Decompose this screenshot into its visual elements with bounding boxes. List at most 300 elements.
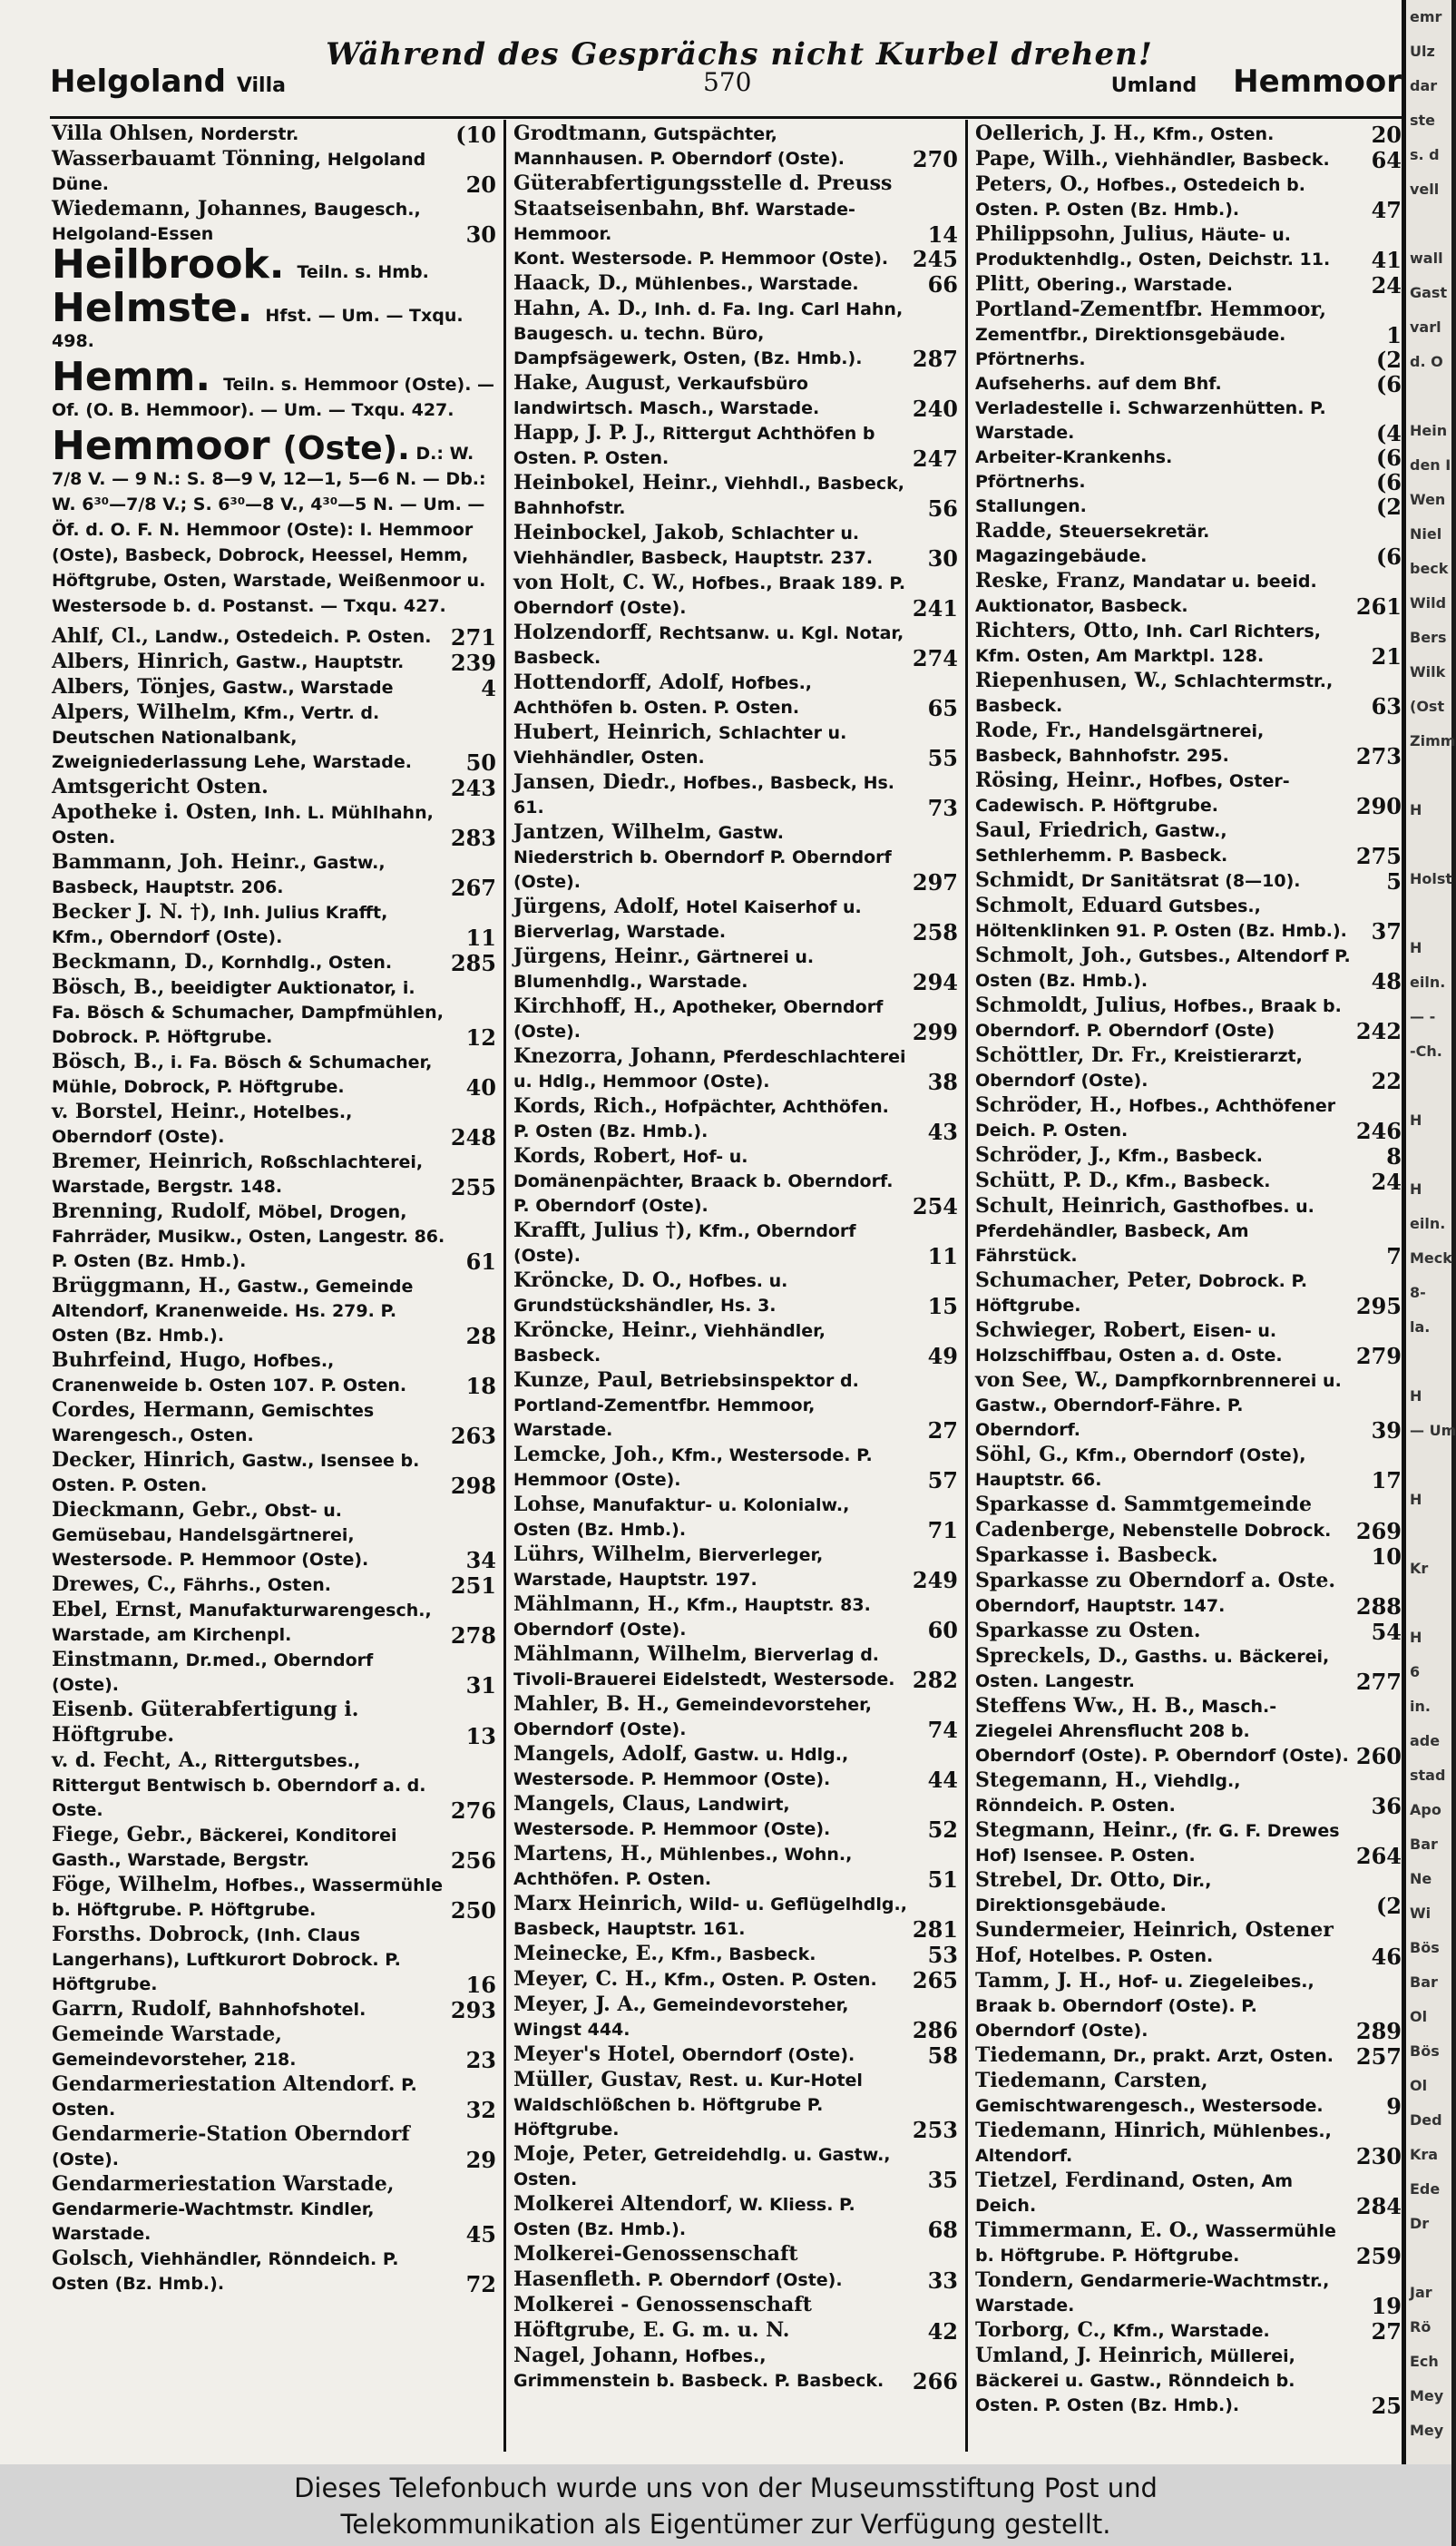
entry-phone-number: 21	[1371, 643, 1402, 670]
adjacent-page-fragment: Ech	[1410, 2353, 1439, 2370]
adjacent-page-fragment: Ded	[1410, 2111, 1442, 2129]
entry-name: v. d. Fecht, A.,	[52, 1748, 209, 1772]
entry-details: Hofbes., Basbeck, Hs. 61.	[513, 773, 895, 818]
adjacent-page-fragment: Wild	[1410, 594, 1447, 612]
entry-details: Gasthofbes. u. Pferdehändler, Basbeck, Am Fährstück.	[975, 1197, 1314, 1266]
entry-phone-number: 275	[1355, 843, 1402, 869]
entry-details: Steuersekretär. Magazingebäude.	[975, 522, 1210, 566]
listing-entry	[975, 372, 1402, 397]
entry-phone-number: 279	[1355, 1343, 1402, 1369]
entry-name: Holzendorff,	[513, 621, 653, 644]
entry-phone-number: 259	[1355, 2243, 1402, 2269]
entry-name: Heinbockel, Jakob,	[513, 521, 726, 544]
entry-phone-number: 57	[927, 1467, 958, 1493]
entry-details: Apotheker, Oberndorf (Oste).	[513, 997, 884, 1042]
adjacent-page-fragment	[1406, 2241, 1451, 2276]
entry-name: Philippsohn, Julius,	[975, 222, 1195, 246]
adjacent-page-fragment: Ne	[1410, 1870, 1432, 1887]
entry-name: Radde,	[975, 519, 1053, 543]
entry-name: Dieckmann, Gebr.,	[52, 1498, 259, 1522]
entry-phone-number: 20	[465, 171, 496, 198]
entry-name: Wiedemann, Johannes,	[52, 197, 308, 220]
entry-details: Arbeiter-Krankenhs.	[975, 447, 1173, 467]
entry-phone-number: 294	[912, 969, 958, 995]
entry-name: Sparkasse zu Osten.	[975, 1619, 1201, 1642]
entry-name: Martens, H.,	[513, 1842, 654, 1865]
entry-details: Obering., Warstade.	[1036, 275, 1233, 295]
entry-details: Dr.med., Oberndorf (Oste).	[52, 1650, 374, 1695]
entry-phone-number: 63	[1371, 693, 1402, 720]
adjacent-page-fragment: den I	[1410, 456, 1451, 474]
place-name: Hemm.	[52, 354, 211, 400]
header-right	[1111, 64, 1402, 100]
entry-phone-number: 7	[1386, 1243, 1402, 1269]
entry-details: Oberndorf (Oste).	[681, 2045, 855, 2065]
entry-name: Tiedemann,	[975, 2043, 1108, 2067]
listing-entry	[975, 1694, 1402, 1768]
entry-name: Marx Heinrich,	[513, 1892, 684, 1915]
entry-phone-number: 230	[1355, 2143, 1402, 2169]
adjacent-page-fragment: beck	[1410, 560, 1449, 577]
adjacent-page-fragment: Zimm	[1410, 732, 1456, 749]
entry-name: Hubert, Heinrich,	[513, 720, 713, 744]
entry-phone-number: 239	[450, 650, 496, 676]
entry-phone-number: 33	[927, 2267, 958, 2294]
entry-phone-number: 55	[927, 745, 958, 771]
entry-details: Hotelbes., Oberndorf (Oste).	[52, 1102, 353, 1147]
entry-phone-number: 243	[450, 775, 496, 801]
listing-entry	[52, 2072, 496, 2122]
entry-name: Tamm, J. H.,	[975, 1969, 1112, 1993]
entry-phone-number: (4	[1375, 420, 1402, 446]
entry-name: Oellerich, J. H.,	[975, 122, 1147, 145]
entry-phone-number: 248	[450, 1124, 496, 1151]
entry-details: Kfm., Vertr. d. Deutschen Nationalbank, Zweigniederlassung Lehe, Warstade.	[52, 703, 412, 772]
listing-entry	[513, 820, 958, 895]
adjacent-page-fragment: ste	[1410, 112, 1436, 129]
entry-phone-number: 72	[465, 2271, 496, 2297]
entry-phone-number: (2	[1375, 1893, 1402, 1919]
entry-name: Tondern,	[975, 2268, 1075, 2292]
entry-details: Kfm., Oberndorf (Oste).	[513, 1221, 856, 1266]
entry-details: Möbel, Drogen, Fahrräder, Musikw., Osten, Langestr. 86. P. Osten (Bz. Hmb.).	[52, 1202, 445, 1271]
entry-details: Gastw. Niederstrich b. Oberndorf P. Oberndorf (Oste).	[513, 823, 892, 892]
adjacent-page-edge	[1402, 0, 1456, 2464]
adjacent-page-fragment: ade	[1410, 1732, 1441, 1749]
entry-phone-number: 38	[927, 1069, 958, 1095]
entry-name: Rode, Fr.,	[975, 719, 1082, 742]
entry-name: Ebel, Ernst,	[52, 1598, 183, 1621]
listing-entry	[513, 1792, 958, 1842]
entry-phone-number: 66	[927, 271, 958, 298]
entry-details: Verladestelle i. Schwarzenhütten. P. Warstade.	[975, 398, 1326, 443]
adjacent-page-fragment	[1406, 207, 1451, 241]
place-name: Heilbrook.	[52, 241, 285, 288]
listing-entry	[975, 172, 1402, 222]
listing-entry	[975, 894, 1402, 944]
adjacent-page-fragment: Kr	[1410, 1560, 1429, 1577]
listing-entry	[52, 2122, 496, 2172]
listing-entry	[975, 519, 1402, 569]
entry-details: Pferdeschlachterei u. Hdlg., Hemmoor (Oste).	[513, 1047, 906, 1092]
entry-details: Hofbes., Wassermühle b. Höftgrube. P. Höftgrube.	[52, 1875, 444, 1920]
entry-details: Masch.-Ziegelei Ahrensflucht 208 b. Oberndorf (Oste). P. Oberndorf (Oste).	[975, 1697, 1349, 1766]
entry-details: Schlachtermstr., Basbeck.	[975, 671, 1334, 716]
listing-entry	[975, 1493, 1402, 1543]
entry-name: Forsths. Dobrock,	[52, 1923, 250, 1946]
entry-details: Viehhdl., Basbeck, Bahnhofstr.	[513, 474, 904, 518]
header-right-small: Umland	[1110, 74, 1197, 97]
entry-details: Handelsgärtnerei, Basbeck, Bahnhofstr. 295.	[975, 721, 1265, 766]
entry-phone-number: 274	[912, 645, 958, 671]
listing-entry	[975, 1818, 1402, 1868]
adjacent-page-fragment: H	[1410, 939, 1422, 956]
listing-entry	[513, 1542, 958, 1592]
listing-entry	[975, 1093, 1402, 1143]
header-right-word: Hemmoor	[1233, 64, 1402, 100]
adjacent-page-fragment: -Ch.	[1410, 1043, 1442, 1060]
entry-details: Bierverleger, Warstade, Hauptstr. 197.	[513, 1545, 824, 1590]
entry-details: Hofbes. u. Grundstückshändler, Hs. 3.	[513, 1271, 788, 1316]
listing-entry	[975, 1318, 1402, 1368]
entry-phone-number: 46	[1371, 1944, 1402, 1970]
entry-phone-number: 53	[927, 1942, 958, 1968]
adjacent-page-fragment: H	[1410, 1491, 1422, 1508]
entry-name: Kröncke, D. O.,	[513, 1268, 683, 1292]
entry-details: Dr Sanitätsrat (8—10).	[1080, 871, 1301, 891]
entry-phone-number: 241	[912, 595, 958, 622]
entry-details: Gärtnerei u. Blumenhdlg., Warstade.	[513, 947, 815, 992]
entry-phone-number: 18	[465, 1373, 496, 1399]
entry-details: Gastw., Isensee b. Osten. P. Osten.	[52, 1451, 420, 1495]
entry-phone-number: 40	[465, 1074, 496, 1101]
entry-phone-number: 17	[1371, 1467, 1402, 1493]
listing-entry	[513, 122, 958, 171]
entry-phone-number: 35	[927, 2167, 958, 2193]
entry-phone-number: 65	[927, 695, 958, 721]
adjacent-page-fragment: Jar	[1410, 2284, 1432, 2301]
column-divider	[503, 120, 506, 2452]
entry-name: Schöttler, Dr. Fr.,	[975, 1043, 1168, 1067]
entry-name: Fiege, Gebr.,	[52, 1823, 193, 1846]
entry-name: Becker J. N. †),	[52, 900, 218, 924]
entry-name: Bösch, B.,	[52, 1050, 165, 1073]
entry-name: Rösing, Heinr.,	[975, 769, 1143, 792]
entry-phone-number: 25	[1371, 2393, 1402, 2419]
adjacent-page-fragment: emr	[1410, 8, 1442, 25]
entry-details: Rittergutsbes., Rittergut Bentwisch b. Oberndorf a. d. Oste.	[52, 1751, 426, 1820]
entry-name: Cordes, Hermann,	[52, 1398, 256, 1422]
entry-name: Tietzel, Ferdinand,	[975, 2169, 1187, 2192]
entry-name: Bammann, Joh. Heinr.,	[52, 850, 308, 874]
adjacent-page-fragment: Wi	[1410, 1905, 1432, 1922]
entry-details: Gemeindevorsteher, Oberndorf (Oste).	[513, 1695, 872, 1739]
entry-name: Moje, Peter,	[513, 2142, 649, 2166]
entry-name: Molkerei Altendorf,	[513, 2192, 734, 2216]
listing-entry	[975, 1443, 1402, 1493]
entry-details: Kfm., Basbeck.	[670, 1944, 816, 1964]
entry-name: Meinecke, E.,	[513, 1942, 665, 1965]
listing-entry	[975, 470, 1402, 495]
adjacent-page-fragment: Niel	[1410, 525, 1442, 543]
listing-entry	[513, 1044, 958, 1094]
listing-entry	[513, 1742, 958, 1792]
entry-name: Albers, Tönjes,	[52, 675, 217, 699]
entry-name: Föge, Wilhelm,	[52, 1873, 220, 1896]
adjacent-page-fragment: Mey	[1410, 2387, 1444, 2404]
adjacent-page-fragment: H	[1410, 1180, 1422, 1198]
entry-details: Hof- u. Ziegeleibes., Braak b. Oberndorf (Oste). P. Oberndorf (Oste).	[975, 1972, 1314, 2041]
entry-name: Meyer's Hotel,	[513, 2042, 677, 2066]
entry-details: Baugesch., Helgoland-Essen	[52, 200, 421, 244]
adjacent-page-fragment: eiln.	[1410, 974, 1446, 991]
listing-entry	[975, 2169, 1402, 2218]
place-details: D.: W. 7/8 V. — 9 N.: S. 8—9 V, 12—1, 5—6 N. — Db.: W. 6³⁰—7/8 V.; S. 6³⁰—8 V., 4³⁰—5 N. — Um. — Öf. d. O. F. N. Hemmoor (Oste): I. Hemmoor (Oste), Basbeck, Dobrock, Heessel, Hemm, Höftgrube, Osten, Warstade, Weißenmoor u. Westersode b. d. Postanst. — Txqu. 427.	[52, 444, 486, 616]
entry-phone-number: 246	[1355, 1118, 1402, 1144]
entry-details: Inh. Carl Richters, Kfm. Osten, Am Marktpl. 128.	[975, 622, 1321, 666]
entry-details: Mühlenbes., Warstade.	[634, 274, 859, 294]
adjacent-page-fragment: — -	[1410, 1008, 1436, 1025]
adjacent-page-fragment: Apo	[1410, 1801, 1441, 1818]
adjacent-page-fragment: Hein	[1410, 422, 1448, 439]
entry-details: Häute- u. Produktenhdlg., Osten, Deichstr. 11.	[975, 225, 1331, 269]
entry-phone-number: 44	[927, 1767, 958, 1793]
adjacent-page-fragment: Rö	[1410, 2318, 1432, 2335]
listing-entry	[52, 975, 496, 1050]
entry-phone-number: 298	[450, 1473, 496, 1499]
entry-phone-number: (2	[1375, 347, 1402, 373]
entry-name: Schwieger, Robert,	[975, 1318, 1187, 1342]
listing-entry	[975, 1868, 1402, 1918]
listing-entry	[975, 2268, 1402, 2318]
entry-name: v. Borstel, Heinr.,	[52, 1100, 247, 1123]
entry-details: Gastw., Hauptstr.	[235, 652, 405, 672]
listing-entry	[52, 1572, 496, 1598]
listing-entry	[975, 1768, 1402, 1818]
entry-name: Stegemann, H.,	[975, 1768, 1148, 1792]
listing-entry	[52, 1823, 496, 1873]
header-left-word: Helgoland	[50, 64, 227, 100]
listing-entry	[52, 197, 496, 247]
entry-name: Lohse,	[513, 1493, 587, 1516]
entry-details: Roßschlachterei, Warstade, Bergstr. 148.	[52, 1152, 424, 1197]
entry-phone-number: 23	[465, 2047, 496, 2073]
entry-details: Kont. Westersode. P. Hemmoor (Oste).	[513, 249, 889, 269]
header-left-small: Villa	[236, 74, 286, 97]
listing-entry	[52, 1873, 496, 1923]
entry-name: Gendarmeriestation Warstade,	[52, 2172, 395, 2196]
entry-details: Hofpächter, Achthöfen. P. Osten (Bz. Hmb.).	[513, 1097, 889, 1141]
entry-name: Ahlf, Cl.,	[52, 624, 149, 648]
listing-entry	[52, 1748, 496, 1823]
entry-phone-number: 251	[450, 1572, 496, 1599]
entry-phone-number: 74	[927, 1717, 958, 1743]
entry-details: Landwirt, Westersode. P. Hemmoor (Oste).	[513, 1795, 831, 1839]
entry-details: Hofbes., Ostedeich b. Osten. P. Osten (Bz. Hmb.).	[975, 175, 1305, 220]
listing-entry	[513, 2293, 958, 2344]
adjacent-page-fragment: Bar	[1410, 1973, 1438, 1991]
listing-entry	[52, 1274, 496, 1348]
entry-details: Gendarmerie-Wachtmstr. Kindler, Warstade.	[52, 2199, 375, 2244]
entry-details: Kfm., Westersode. P. Hemmoor (Oste).	[513, 1445, 873, 1490]
listing-entry	[975, 818, 1402, 868]
entry-details: Hofbes., Cranenweide b. Osten 107. P. Osten.	[52, 1351, 407, 1395]
adjacent-page-fragment: s. d	[1410, 146, 1440, 163]
adjacent-page-fragment: H	[1410, 1111, 1422, 1129]
entry-details: Viehdlg., Rönndeich. P. Osten.	[975, 1771, 1241, 1816]
listing-entry	[975, 1619, 1402, 1644]
entry-details: (Oste).	[52, 2149, 120, 2169]
entry-name: Hottendorff, Adolf,	[513, 671, 725, 694]
entry-phone-number: 30	[927, 545, 958, 572]
entry-phone-number: 287	[912, 346, 958, 372]
listing-entry	[975, 2119, 1402, 2169]
entry-phone-number: 64	[1371, 147, 1402, 173]
entry-details: Stallungen.	[975, 496, 1087, 516]
adjacent-page-fragment: Bös	[1410, 2042, 1440, 2060]
listing-entry	[52, 850, 496, 900]
column-3	[975, 122, 1402, 2418]
entry-phone-number: 254	[912, 1193, 958, 1219]
entry-name: Tiedemann, Carsten,	[975, 2069, 1208, 2092]
entry-details: Rest. u. Kur-Hotel Waldschlößchen b. Höftgrube P. Höftgrube.	[513, 2071, 863, 2140]
listing-entry	[52, 1498, 496, 1572]
column-divider	[965, 120, 968, 2452]
entry-name: Apotheke i. Osten,	[52, 800, 259, 824]
entry-details: Gutsbes., Höltenklinken 91. P. Osten (Bz. Hmb.).	[975, 896, 1347, 941]
entry-phone-number: 271	[450, 624, 496, 651]
column-2	[513, 122, 958, 2394]
listing-entry	[975, 619, 1402, 669]
listing-entry	[52, 1598, 496, 1648]
listing-entry	[975, 1918, 1402, 1969]
listing-entry	[975, 147, 1402, 172]
entry-name: Kords, Rich.,	[513, 1094, 659, 1118]
entry-details: Hofbes., Braak b. Oberndorf. P. Oberndorf (Oste)	[975, 996, 1342, 1041]
entry-name: Haack, D.,	[513, 271, 629, 295]
entry-name: Reske, Franz,	[975, 569, 1127, 592]
entry-details: Gutspächter, Mannhausen. P. Oberndorf (Oste).	[513, 124, 845, 169]
place-details: Hfst. — Um. — Txqu. 498.	[52, 306, 464, 351]
entry-phone-number: 283	[450, 825, 496, 851]
entry-name: Kröncke, Heinr.,	[513, 1318, 699, 1342]
header-notice: Während des Gesprächs nicht Kurbel drehen!	[326, 36, 1153, 73]
entry-details: Müllerei, Bäckerei u. Gastw., Rönndeich b. Osten. P. Osten (Bz. Hmb.).	[975, 2346, 1295, 2415]
entry-name: Umland, J. Heinrich,	[975, 2344, 1204, 2367]
entry-phone-number: 4	[481, 675, 496, 701]
listing-entry	[513, 1942, 958, 1967]
entry-name: Steffens Ww., H. B.,	[975, 1694, 1196, 1718]
listing-entry	[52, 122, 496, 147]
listing-entry	[975, 2318, 1402, 2344]
entry-details: Bhf. Warstade-Hemmoor.	[513, 200, 855, 244]
entry-details: Kfm., Warstade.	[1112, 2321, 1270, 2341]
entry-details: Dr., prakt. Arzt, Osten.	[1112, 2046, 1334, 2066]
entry-details: Kfm., Osten. P. Osten.	[663, 1970, 877, 1990]
adjacent-page-fragment: Meck	[1410, 1249, 1452, 1267]
entry-phone-number: 5	[1386, 868, 1402, 895]
entry-details: Schlachter u. Viehhändler, Basbeck, Hauptstr. 237.	[513, 524, 874, 568]
entry-details: Kfm., Basbeck.	[1125, 1171, 1271, 1191]
entry-name: Schmolt, Eduard	[975, 894, 1163, 917]
adjacent-page-fragment: dar	[1410, 77, 1438, 94]
entry-name: Schröder, J.,	[975, 1143, 1112, 1167]
listing-entry	[513, 2242, 958, 2293]
entry-name: von See, W.,	[975, 1368, 1109, 1392]
entry-name: Schröder, H.,	[975, 1093, 1123, 1117]
entry-phone-number: 288	[1355, 1593, 1402, 1620]
entry-details: Bäckerei, Konditorei Gasth., Warstade, Bergstr.	[52, 1826, 397, 1870]
listing-entry	[513, 621, 958, 671]
entry-name: Garrn, Rudolf,	[52, 1997, 212, 2021]
entry-phone-number: 295	[1355, 1293, 1402, 1319]
entry-name: Brüggmann, H.,	[52, 1274, 231, 1297]
entry-name: Lührs, Wilhelm,	[513, 1542, 693, 1566]
entry-name: Molkerei-Genossenschaft Hasenfleth.	[513, 2242, 798, 2291]
place-heading	[52, 285, 496, 359]
entry-details: Obst- u. Gemüsebau, Handelsgärtnerei, Westersode. P. Hemmoor (Oste).	[52, 1501, 369, 1570]
page-header	[50, 36, 1402, 116]
place-heading	[52, 423, 496, 624]
listing-entry	[513, 720, 958, 770]
entry-details: Manufakturwarengesch., Warstade, am Kirchenpl.	[52, 1601, 432, 1645]
listing-entry	[975, 569, 1402, 619]
entry-phone-number: 19	[1371, 2293, 1402, 2319]
entry-details: Hof- u. Domänenpächter, Braack b. Oberndorf. P. Oberndorf (Oste).	[513, 1147, 894, 1216]
entry-phone-number: 31	[465, 1672, 496, 1699]
entry-name: Happ, J. P. J.,	[513, 421, 657, 445]
entry-details: Gemeindevorsteher, Wingst 444.	[513, 1995, 849, 2040]
adjacent-page-fragment	[1406, 896, 1451, 931]
entry-phone-number: 277	[1355, 1669, 1402, 1695]
entry-phone-number: 11	[465, 925, 496, 951]
entry-phone-number: 9	[1386, 2093, 1402, 2120]
listing-entry	[975, 446, 1402, 470]
entry-phone-number: 266	[912, 2368, 958, 2394]
entry-phone-number: 293	[450, 1997, 496, 2023]
entry-details: Rechtsanw. u. Kgl. Notar, Basbeck.	[513, 623, 904, 668]
adjacent-page-fragment	[1406, 1448, 1451, 1483]
listing-entry	[975, 272, 1402, 298]
listing-entry	[52, 624, 496, 650]
listing-entry	[975, 1043, 1402, 1093]
listing-entry	[975, 994, 1402, 1043]
entry-details: Mühlenbes., Wohn., Achthöfen. P. Osten.	[513, 1845, 853, 1889]
listing-entry	[513, 271, 958, 297]
entry-name: Molkerei - Genossenschaft Höftgrube, E. G. m. u. N.	[513, 2293, 812, 2342]
entry-phone-number: 49	[927, 1343, 958, 1369]
listing-entry	[52, 2022, 496, 2072]
entry-name: Sparkasse d. Sammtgemeinde Cadenberge,	[975, 1493, 1312, 1542]
entry-name: von Holt, C. W.,	[513, 571, 686, 594]
page-number: 570	[703, 67, 752, 97]
listing-entry	[975, 1169, 1402, 1194]
entry-phone-number: 27	[927, 1417, 958, 1444]
entry-name: Schmoldt, Julius,	[975, 994, 1168, 1017]
entry-phone-number: (6	[1375, 469, 1402, 495]
entry-phone-number: 247	[912, 446, 958, 472]
listing-entry	[513, 421, 958, 471]
entry-name: Schmidt,	[975, 868, 1076, 892]
adjacent-page-fragment: Bar	[1410, 1836, 1438, 1853]
entry-name: Tiedemann, Hinrich,	[975, 2119, 1207, 2142]
entry-phone-number: 45	[465, 2221, 496, 2247]
listing-entry	[513, 1892, 958, 1942]
listing-entry	[513, 571, 958, 621]
entry-details: Getreidehdlg. u. Gastw., Osten.	[513, 2145, 891, 2189]
entry-phone-number: 245	[912, 246, 958, 272]
entry-phone-number: 16	[465, 1972, 496, 1998]
